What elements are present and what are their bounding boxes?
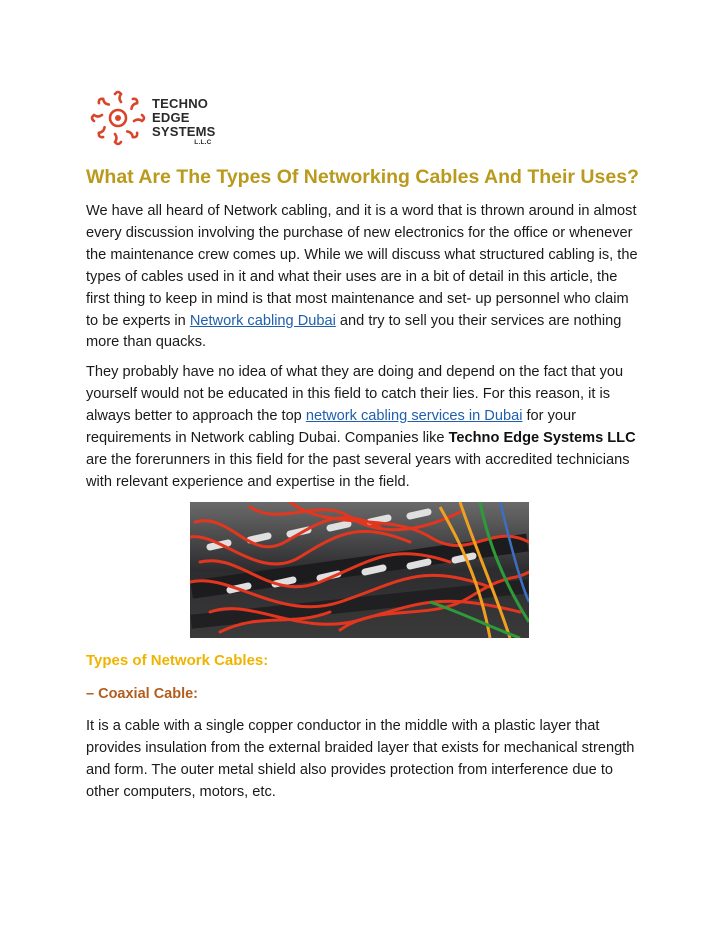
logo-wordmark [152, 97, 216, 147]
network-cables-photo [190, 502, 529, 638]
article-title: What Are The Types Of Networking Cables And Their Uses? [86, 166, 639, 188]
paragraph-intro-text-a: We have all heard of Network cabling, and it is a word that is thrown around in almost every discussion involving the purchase of new electronics for the office or whenever the maintenance crew comes up. While we will discuss what structured cabling is, the types of cables used in it and what their uses are in a bit of detail in this article, the first thing to keep in mind is that most maintenance and set- up personnel who claim to be experts in [86, 203, 638, 329]
paragraph-services-text-b: for your requirements in Network cabling Dubai. Companies like [86, 407, 576, 446]
logo-line-2: EDGE [152, 110, 190, 125]
paragraph-services-text-a: They probably have no idea of what they are doing and depend on the fact that you yourself would not be educated in this field to catch their lies. For this reason, it is always better to approach the top [86, 364, 624, 424]
paragraph-coaxial: It is a cable with a single copper conductor in the middle with a plastic layer that provides insulation from the external braided layer that exists for mechanical strength and form. The outer metal shield also provides protection from interference due to other computers, motors, etc. [86, 718, 635, 800]
paragraph-services-text-c: are the forerunners in this field for the past several years with accredited technicians with relevant experience and expertise in the field. [86, 451, 630, 490]
logo-line-3: SYSTEMS [152, 124, 216, 139]
paragraph-intro-text-b: and try to sell you their services are nothing more than quacks. [86, 312, 622, 351]
network-cabling-services-link[interactable]: network cabling services in Dubai [305, 407, 523, 424]
logo-line-1: TECHNO [152, 96, 209, 111]
network-cabling-dubai-link[interactable]: Network cabling Dubai [189, 312, 336, 329]
sunburst-logo-icon [90, 90, 146, 146]
logo-llc: L.L.C [194, 139, 212, 146]
paragraph-intro [86, 201, 642, 354]
section-heading-types: Types of Network Cables: [86, 652, 269, 669]
sub-heading-coaxial: – Coaxial Cable: [86, 686, 199, 702]
company-logo [90, 90, 220, 150]
company-name-bold: Techno Edge Systems LLC [448, 429, 636, 446]
paragraph-services [86, 362, 642, 493]
